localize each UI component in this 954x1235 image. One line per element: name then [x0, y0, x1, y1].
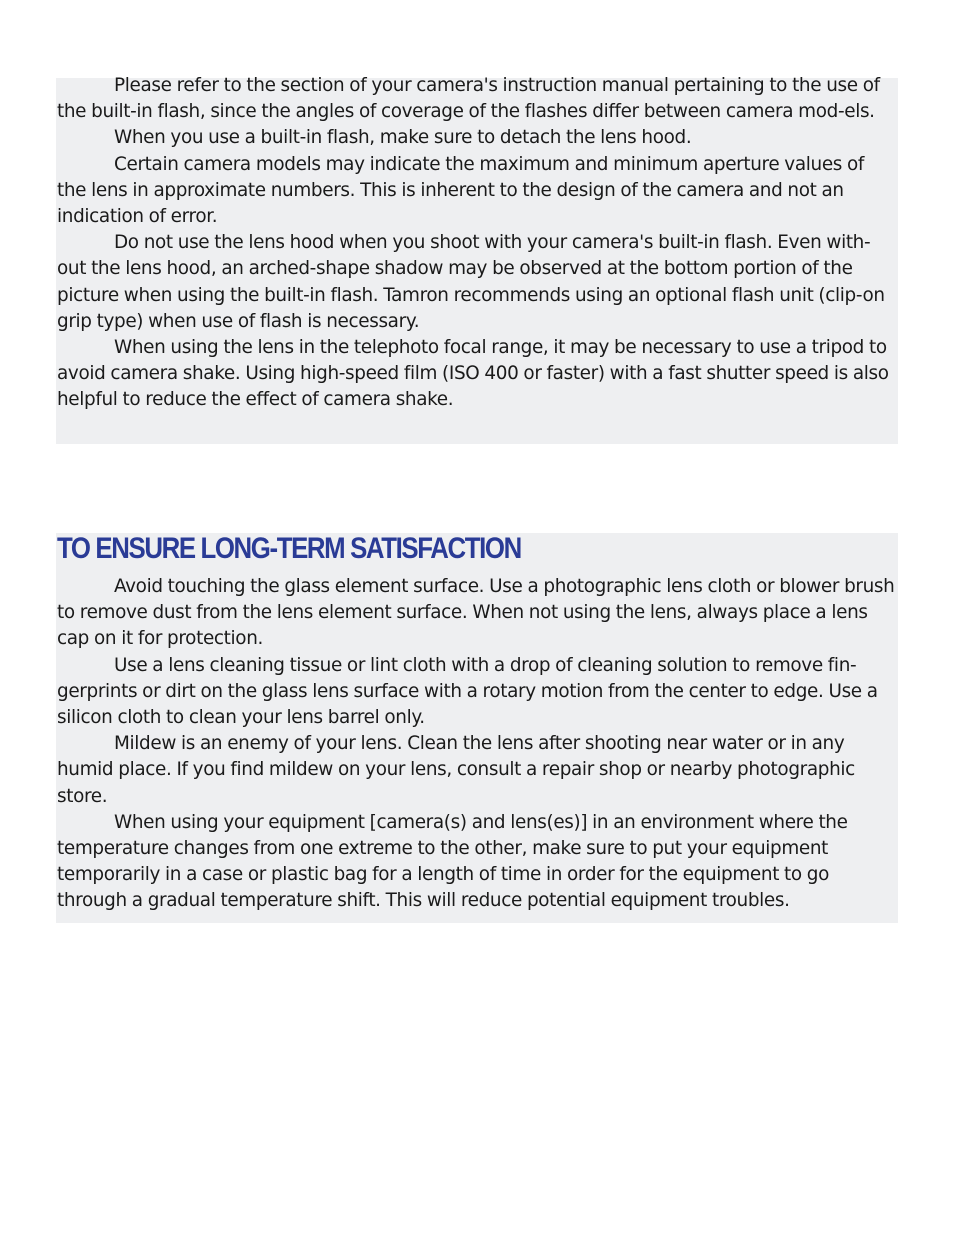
flash-note-paragraph: Please refer to the section of your camera's instruction manual pertaining to the use of the built-in flash, since the angles of coverage of the flashes differ between camera mod-els.	[57, 75, 880, 123]
flash-note-paragraph: When using the lens in the telephoto focal range, it may be necessary to use a tripod to avoid camera shake. Using high-speed film (ISO 400 or faster) with a fast shutter speed is also helpful to reduce the effect of camera shake.	[57, 337, 889, 411]
flash-notes-panel	[56, 75, 898, 444]
flash-note-paragraph: When you use a built-in flash, make sure to detach the lens hood.	[114, 127, 692, 149]
care-paragraph: Avoid touching the glass element surface. Use a photographic lens cloth or blower brush to remove dust from the lens element surface. When not using the lens, always place a lens cap on it for protection.	[57, 576, 895, 650]
flash-note-paragraph: Do not use the lens hood when you shoot with your camera's built-in flash. Even with-out the lens hood, an arched-shape shadow may be observed at the bottom portion of the picture when using the built-in flash. Tamron recommends using an optional flash unit (clip-on grip type) when use of flash is necessary.	[57, 232, 885, 332]
care-paragraph: Mildew is an enemy of your lens. Clean the lens after shooting near water or in any humid place. If you find mildew on your lens, consult a repair shop or nearby photographic store.	[57, 733, 855, 807]
care-paragraph: Use a lens cleaning tissue or lint cloth with a drop of cleaning solution to remove fin-gerprints or dirt on the glass lens surface with a rotary motion from the center to edge. Use a silicon cloth to clean your lens barrel only.	[57, 654, 878, 729]
care-paragraph: When using your equipment [camera(s) and lens(es)] in an environment where the temperature changes from one extreme to the other, make sure to put your equipment temporarily in a case or plastic bag for a length of time in order for the equipment to go through a gradual temperature shift. This will reduce potential equipment troubles.	[57, 811, 848, 912]
satisfaction-panel	[56, 533, 898, 923]
flash-note-paragraph: Certain camera models may indicate the maximum and minimum aperture values of the lens in approximate numbers. This is inherent to the design of the camera and not an indication of error.	[57, 153, 865, 228]
section-heading: TO ENSURE LONG-TERM SATISFACTION	[57, 532, 521, 565]
satisfaction-paragraphs	[57, 574, 896, 915]
